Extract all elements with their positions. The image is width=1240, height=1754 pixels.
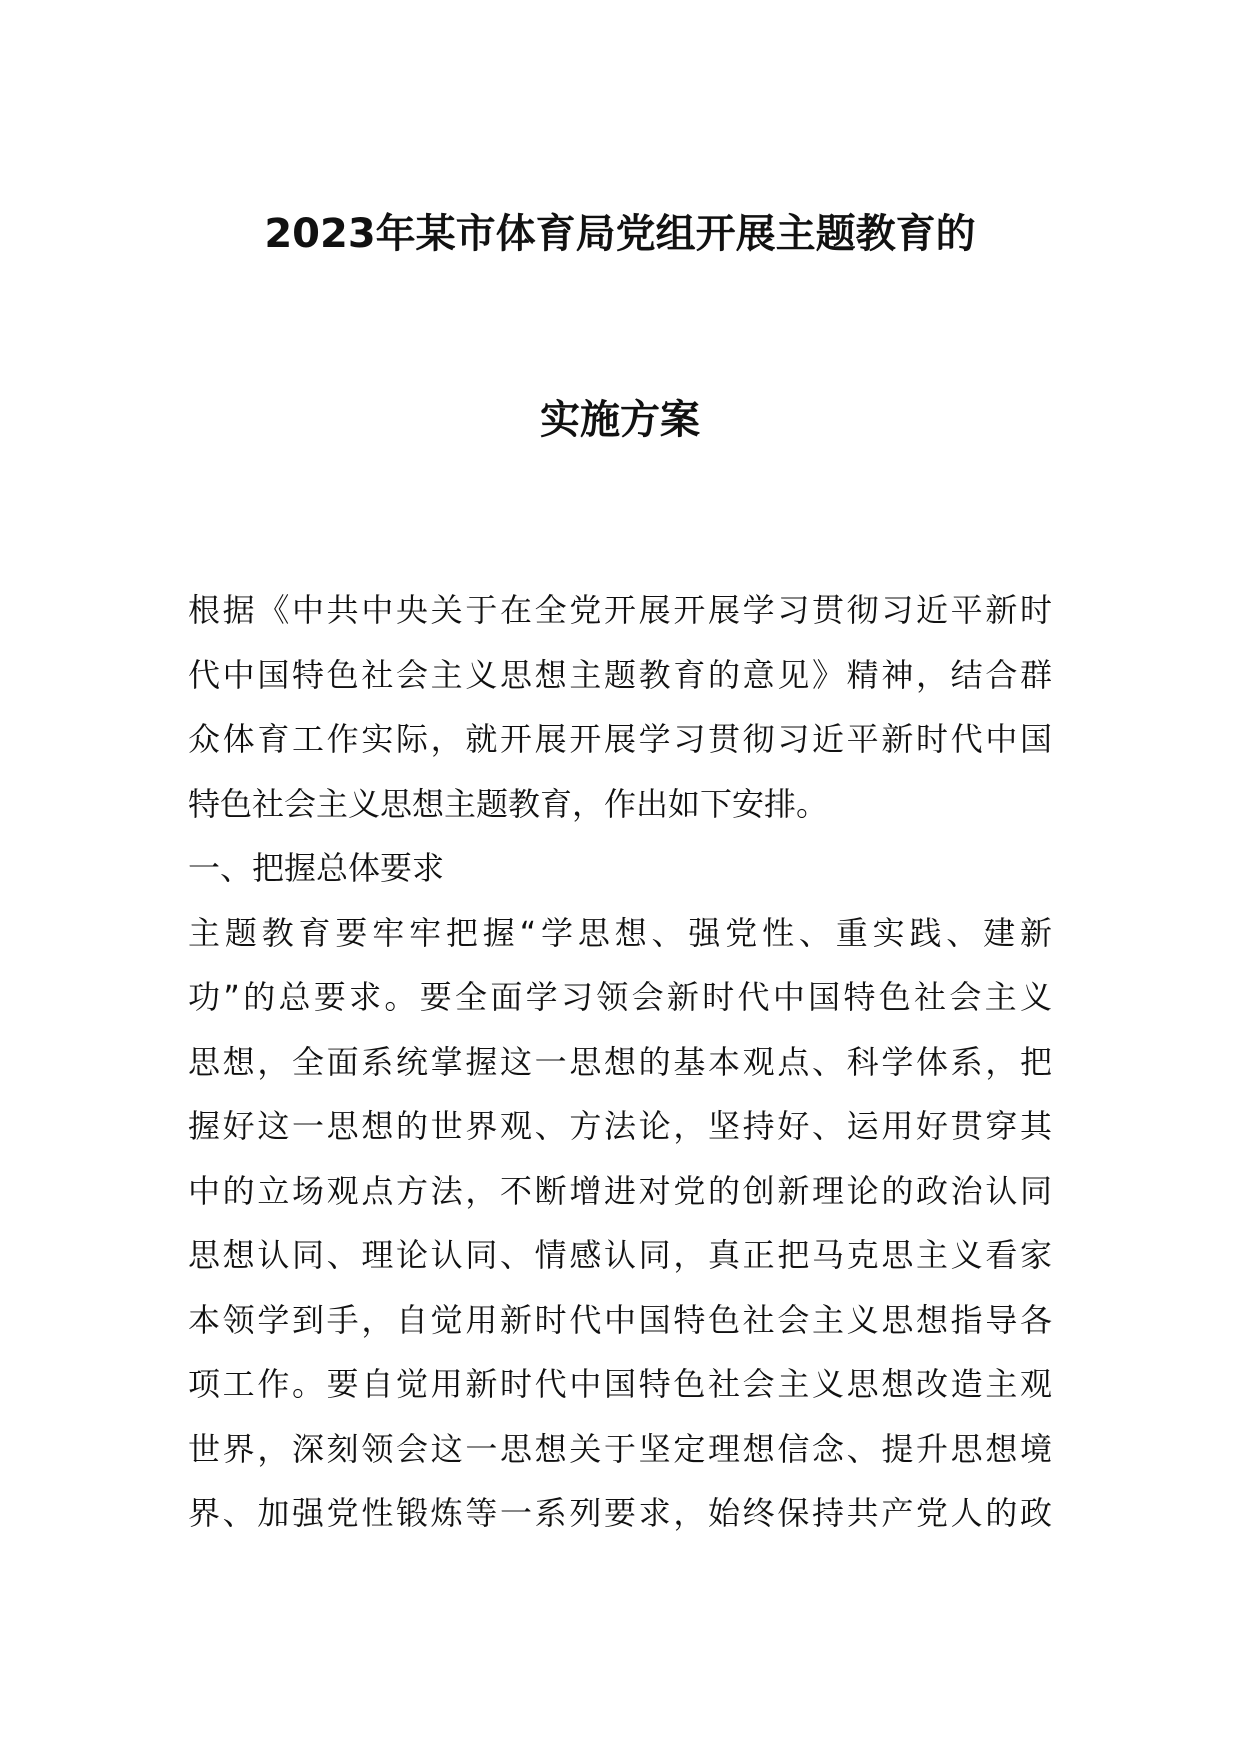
body-line: 代中国特色社会主义思想主题教育的意见》精神，结合群 (188, 655, 1052, 694)
body-line: 项工作。要自觉用新时代中国特色社会主义思想改造主观 (188, 1365, 1052, 1403)
body-line: 思想认同、理论认同、情感认同，真正把马克思主义看家 (188, 1236, 1052, 1274)
body-line: 思想，全面系统掌握这一思想的基本观点、科学体系，把 (188, 1042, 1052, 1081)
body-line: 本领学到手，自觉用新时代中国特色社会主义思想指导各 (188, 1300, 1052, 1339)
body-line: 特色社会主义思想主题教育，作出如下安排。 (188, 784, 829, 823)
body-line: 中的立场观点方法，不断增进对党的创新理论的政治认同 (188, 1171, 1052, 1210)
section-heading: 一、把握总体要求 (188, 849, 445, 887)
body-line: 握好这一思想的世界观、方法论，坚持好、运用好贯穿其 (188, 1107, 1052, 1145)
body-line: 众体育工作实际，就开展开展学习贯彻习近平新时代中国 (188, 720, 1052, 758)
body-line: 界、加强党性锻炼等一系列要求，始终保持共产党人的政 (188, 1494, 1052, 1532)
document-title-line-1: 2023年某市体育局党组开展主题教育的 (264, 211, 976, 257)
document-body (188, 578, 1052, 1546)
body-line: 根据《中共中央关于在全党开展开展学习贯彻习近平新时 (188, 591, 1052, 629)
document-title-line-2: 实施方案 (540, 397, 700, 443)
body-line: 功”的总要求。要全面学习领会新时代中国特色社会主义 (188, 978, 1052, 1016)
body-line: 世界，深刻领会这一思想关于坚定理想信念、提升思想境 (188, 1429, 1052, 1468)
body-line: 主题教育要牢牢把握“学思想、强党性、重实践、建新 (188, 913, 1052, 952)
